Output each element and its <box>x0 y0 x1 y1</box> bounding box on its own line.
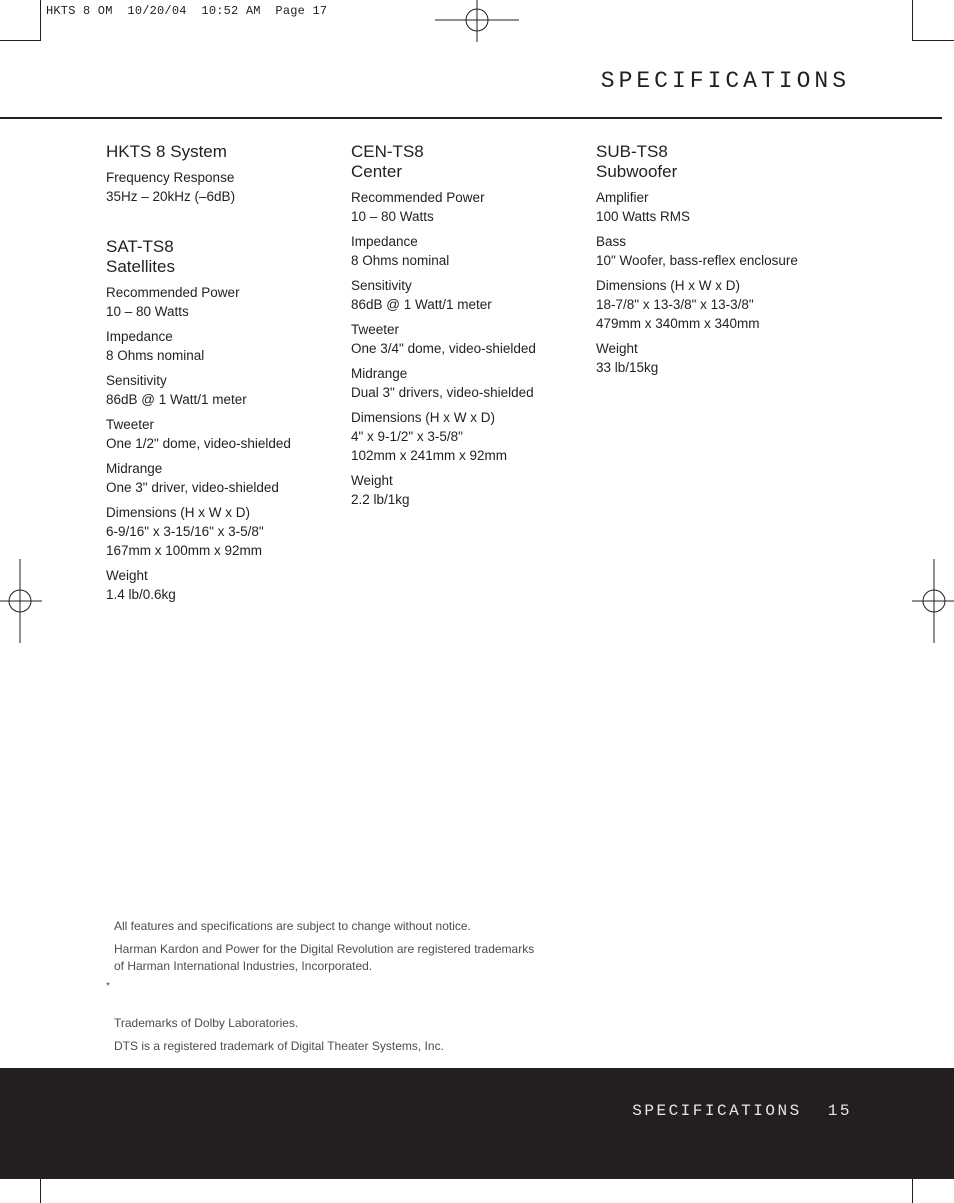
spec-label: Sensitivity <box>106 373 167 388</box>
spec-value: Dual 3" drivers, video-shielded <box>351 385 534 400</box>
page-number: 15 <box>827 1102 852 1120</box>
spec-label: Bass <box>596 234 627 249</box>
spec-item <box>351 408 586 465</box>
spec-value: 35Hz – 20kHz (–6dB) <box>106 189 236 204</box>
spec-label: Frequency Response <box>106 170 235 185</box>
spec-value: 2.2 lb/1kg <box>351 492 410 507</box>
spec-value: 33 lb/15kg <box>596 360 659 375</box>
registration-mark-top-icon <box>435 0 519 42</box>
spec-item <box>351 364 586 402</box>
crop-mark-top-right-h <box>912 40 954 41</box>
spec-value: One 3/4" dome, video-shielded <box>351 341 536 356</box>
spec-value: 8 Ohms nominal <box>106 348 205 363</box>
spec-label: Midrange <box>106 461 163 476</box>
spec-section-hkts8-system <box>106 142 341 206</box>
spec-value: 6-9/16" x 3-15/16" x 3-5/8" 167mm x 100mm x 92mm <box>106 524 264 558</box>
spec-column-1 <box>106 142 341 621</box>
spec-label: Impedance <box>106 329 173 344</box>
spec-label: Dimensions (H x W x D) <box>351 410 496 425</box>
spec-value: 86dB @ 1 Watt/1 meter <box>106 392 247 407</box>
section-heading: SUB-TS8 Subwoofer <box>596 142 678 181</box>
spec-label: Dimensions (H x W x D) <box>596 278 741 293</box>
spec-value: 1.4 lb/0.6kg <box>106 587 176 602</box>
spec-item <box>106 459 341 497</box>
spec-item <box>351 471 586 509</box>
spec-label: Recommended Power <box>351 190 485 205</box>
spec-label: Weight <box>106 568 148 583</box>
spec-section-center <box>351 142 586 509</box>
spec-item <box>596 188 831 226</box>
spec-value: 10 – 80 Watts <box>351 209 434 224</box>
spec-item <box>351 320 586 358</box>
spec-item <box>351 276 586 314</box>
section-heading: SAT-TS8 Satellites <box>106 237 175 276</box>
crop-mark-top-left-v <box>40 0 41 41</box>
spec-column-2 <box>351 142 586 526</box>
footer-bar <box>0 1068 954 1179</box>
spec-item <box>106 371 341 409</box>
spec-label: Dimensions (H x W x D) <box>106 505 251 520</box>
spec-item <box>351 232 586 270</box>
dolby-trademark-text: Trademarks of Dolby Laboratories. <box>114 1016 299 1030</box>
page-title: SPECIFICATIONS <box>600 68 850 94</box>
spec-item <box>106 503 341 560</box>
registration-mark-right-icon <box>912 559 954 643</box>
spec-item <box>596 339 831 377</box>
spec-label: Weight <box>351 473 393 488</box>
spec-label: Midrange <box>351 366 408 381</box>
crop-mark-top-left-h <box>0 40 41 41</box>
print-slug: HKTS 8 OM 10/20/04 10:52 AM Page 17 <box>46 4 328 18</box>
spec-section-subwoofer <box>596 142 831 377</box>
asterisk-mark: * <box>106 981 110 992</box>
legal-notes <box>106 918 554 1061</box>
spec-label: Weight <box>596 341 638 356</box>
spec-value: One 3" driver, video-shielded <box>106 480 279 495</box>
spec-item <box>106 327 341 365</box>
spec-value: One 1/2" dome, video-shielded <box>106 436 291 451</box>
spec-label: Tweeter <box>106 417 155 432</box>
spec-value: 4" x 9-1/2" x 3-5/8" 102mm x 241mm x 92mm <box>351 429 508 463</box>
spec-column-3 <box>596 142 831 394</box>
footer-label <box>632 1102 852 1120</box>
spec-label: Impedance <box>351 234 418 249</box>
spec-label: Sensitivity <box>351 278 412 293</box>
spec-label: Tweeter <box>351 322 400 337</box>
section-heading: HKTS 8 System <box>106 142 227 161</box>
dolby-trademark-note <box>106 981 554 1032</box>
spec-item <box>596 232 831 270</box>
spec-label: Recommended Power <box>106 285 240 300</box>
spec-value: 8 Ohms nominal <box>351 253 450 268</box>
spec-item <box>106 168 341 206</box>
harman-trademark-note: Harman Kardon and Power for the Digital Revolution are registered trademarks of Harman International Industries, Incorporated. <box>114 942 535 973</box>
dts-trademark-note: DTS is a registered trademark of Digital Theater Systems, Inc. <box>114 1039 444 1053</box>
spec-value: 18-7/8" x 13-3/8" x 13-3/8" 479mm x 340mm x 340mm <box>596 297 760 331</box>
spec-value: 10 – 80 Watts <box>106 304 189 319</box>
spec-item <box>596 276 831 333</box>
spec-item <box>351 188 586 226</box>
registration-mark-left-icon <box>0 559 42 643</box>
spec-value: 10" Woofer, bass-reflex enclosure <box>596 253 798 268</box>
crop-mark-top-right-v <box>912 0 913 41</box>
spec-value: 86dB @ 1 Watt/1 meter <box>351 297 492 312</box>
spec-section-satellites <box>106 237 341 604</box>
header-rule <box>0 117 942 119</box>
spec-item <box>106 566 341 604</box>
footer-section-title: SPECIFICATIONS <box>632 1102 802 1120</box>
section-heading: CEN-TS8 Center <box>351 142 424 181</box>
spec-item <box>106 415 341 453</box>
change-notice: All features and specifications are subject to change without notice. <box>114 919 471 933</box>
spec-value: 100 Watts RMS <box>596 209 691 224</box>
spec-item <box>106 283 341 321</box>
spec-label: Amplifier <box>596 190 649 205</box>
